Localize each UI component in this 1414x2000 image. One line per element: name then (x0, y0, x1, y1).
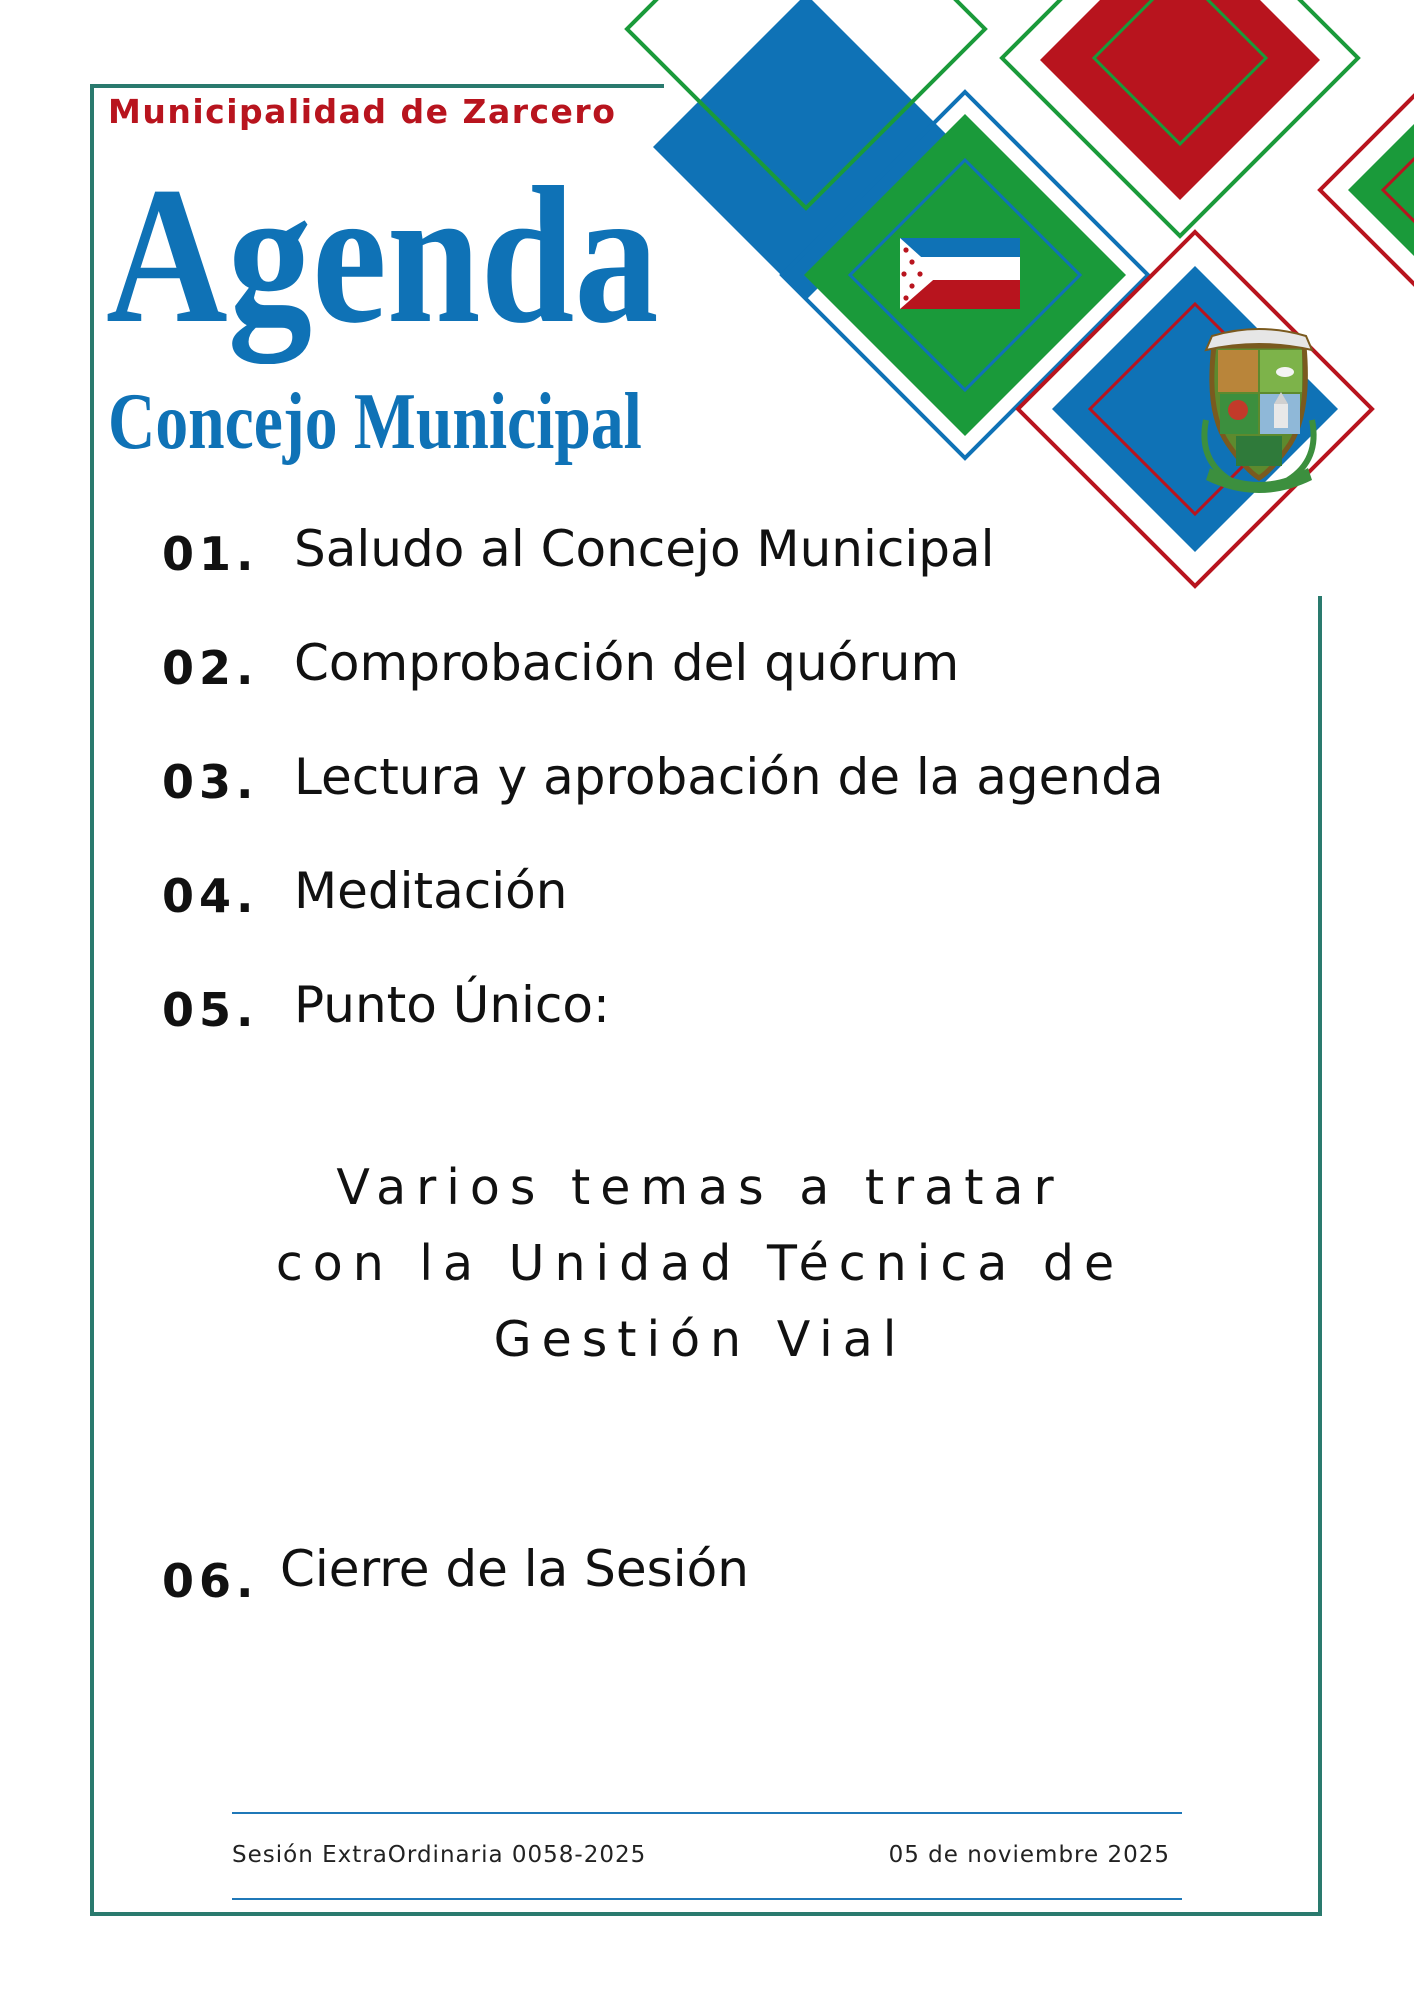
agenda-item (0, 862, 1300, 942)
agenda-item (0, 976, 1300, 1056)
agenda-item (0, 520, 1300, 600)
agenda-item-number: 02. (162, 641, 259, 695)
session-label: Sesión ExtraOrdinaria 0058-2025 (232, 1842, 647, 1868)
detail-line: Varios temas a tratar (336, 1159, 1064, 1216)
agenda-item (0, 1540, 1300, 1620)
agenda-item-text: Cierre de la Sesión (280, 1540, 749, 1598)
agenda-item-number: 06. (162, 1554, 259, 1608)
agenda-item-text: Comprobación del quórum (294, 634, 960, 692)
detail-line: Gestión Vial (493, 1311, 907, 1368)
footer-rule-top (232, 1812, 1182, 1814)
agenda-item (0, 634, 1300, 714)
agenda-item-number: 05. (162, 983, 259, 1037)
agenda-item-text: Meditación (294, 862, 568, 920)
green-diamond-right (1320, 52, 1414, 328)
agenda-item-text: Punto Único: (294, 976, 610, 1034)
single-item-detail (160, 1150, 1240, 1378)
red-diamond-top (1002, 0, 1358, 236)
zarcero-flag-icon (900, 238, 1020, 309)
municipality-name: Municipalidad de Zarcero (108, 92, 617, 131)
page-title: Agenda (106, 147, 659, 364)
agenda-item (0, 748, 1300, 828)
footer-rule-bottom (232, 1898, 1182, 1900)
page-subtitle: Concejo Municipal (108, 378, 642, 466)
agenda-item-text: Saludo al Concejo Municipal (294, 520, 995, 578)
agenda-item-number: 01. (162, 527, 259, 581)
agenda-item-number: 03. (162, 755, 259, 809)
agenda-item-number: 04. (162, 869, 259, 923)
session-date: 05 de noviembre 2025 (888, 1842, 1170, 1868)
agenda-item-text: Lectura y aprobación de la agenda (294, 748, 1164, 806)
detail-line: con la Unidad Técnica de (275, 1235, 1125, 1292)
